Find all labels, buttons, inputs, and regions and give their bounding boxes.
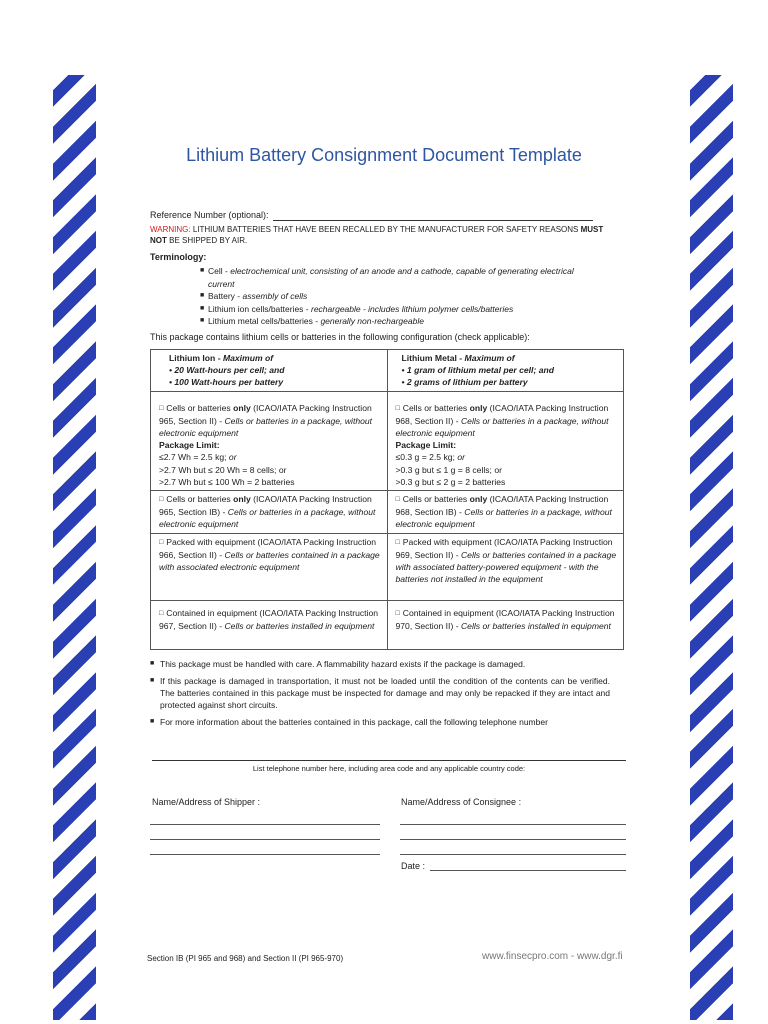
cell-text: Packed with equipment (ICAO/IATA Packing Instruction 966, Section II) - — [159, 536, 377, 560]
limit-line: >2.7 Wh but ≤ 20 Wh = 8 cells; or — [159, 464, 287, 475]
table-row — [151, 600, 624, 649]
hazard-stripe-right — [690, 75, 733, 1020]
shipper-line[interactable] — [150, 854, 380, 855]
note-item: ■ If this package is damaged in transportation, it must not be loaded until the condition of the contents can be verified. The batteries contained in this package must be inspected for damage and may only be repacked if they are intact and protected against short circuits. — [150, 675, 610, 711]
consignee-label: Name/Address of Consignee : — [401, 797, 522, 807]
cell-italic: Cells or batteries in a package, without electronic equipment — [395, 507, 612, 530]
term-lithium-ion: Lithium ion cells/batteries — [208, 303, 304, 314]
lithium-ion-header — [151, 350, 388, 392]
term-cell: Cell — [208, 266, 223, 276]
reference-number-label: Reference Number (optional): — [150, 210, 269, 220]
cell-only: only — [469, 402, 488, 413]
cell-text: Cells or batteries — [402, 402, 470, 413]
table-row — [151, 533, 624, 600]
warning-label: WARNING: — [150, 225, 191, 234]
metal-pi969-section-ii[interactable] — [387, 533, 624, 600]
cell-text: (ICAO/IATA Packing Instruction 965, Section II) - — [159, 402, 372, 426]
metal-header-max: Maximum of — [464, 353, 515, 363]
terminology-heading: Terminology: — [150, 252, 207, 262]
terminology-item: ■ Lithium ion cells/batteries - rechargeable - includes lithium polymer cells/batteries — [200, 303, 600, 316]
metal-header-cell-limit: • 1 gram of lithium metal per cell; and — [401, 365, 554, 376]
handling-notes — [150, 658, 610, 733]
date-label: Date : — [401, 861, 426, 871]
footer-urls: www.finsecpro.com - www.dgr.fi — [482, 951, 623, 962]
checkbox-icon[interactable] — [396, 494, 403, 504]
table-row — [151, 391, 624, 490]
cell-italic: Cells or batteries installed in equipment — [224, 620, 375, 631]
ion-pi965-section-ib[interactable] — [151, 491, 388, 534]
term-cell-definition: electrochemical unit, consisting of an anode and a cathode, capable of generating electrical current — [208, 266, 574, 289]
lithium-metal-header — [387, 350, 624, 392]
cell-only: only — [233, 402, 251, 413]
shipper-line[interactable] — [150, 824, 380, 825]
ion-header-cell-limit: • 20 Watt-hours per cell; and — [169, 365, 285, 376]
checkbox-icon[interactable] — [396, 403, 403, 413]
limit-line: ≤0.3 g = 2.5 kg; or — [395, 452, 465, 463]
terminology-list — [200, 265, 600, 328]
configuration-table — [150, 349, 624, 650]
terminology-item: ■ Cell - electrochemical unit, consisting of an anode and a cathode, capable of generating electrical current — [200, 265, 600, 290]
table-row — [151, 491, 624, 534]
cell-italic: Cells or batteries in a package, without electronic equipment — [159, 415, 373, 439]
configuration-intro: This package contains lithium cells or batteries in the following configuration (check applicable): — [150, 332, 530, 342]
metal-pi968-section-ib[interactable] — [387, 491, 624, 534]
cell-text: Contained in equipment (ICAO/IATA Packing Instruction 970, Section II) - — [395, 607, 615, 631]
cell-italic: Cells or batteries in a package, without electronic equipment — [395, 415, 609, 439]
cell-only: only — [469, 494, 488, 505]
term-lithium-ion-definition: rechargeable - includes lithium polymer cells/batteries — [311, 303, 514, 314]
cell-italic: Cells or batteries in a package, without electronic equipment — [159, 507, 376, 530]
ion-header-title: Lithium Ion - — [169, 353, 223, 363]
ion-pi965-section-ii[interactable] — [151, 391, 388, 490]
term-lithium-metal-definition: generally non-rechargeable — [320, 316, 424, 326]
reference-number-line[interactable] — [273, 208, 593, 221]
warning-notice — [150, 224, 610, 246]
shipper-label: Name/Address of Shipper : — [152, 797, 261, 807]
date-line[interactable] — [430, 870, 626, 871]
ion-header-max: Maximum of — [222, 353, 274, 363]
cell-text: Cells or batteries — [402, 494, 470, 505]
limit-line: ≤2.7 Wh = 2.5 kg; or — [159, 452, 237, 463]
package-limit-label: Package Limit: — [395, 440, 457, 451]
term-battery-definition: assembly of cells — [242, 291, 308, 301]
cell-text: Cells or batteries — [166, 402, 234, 413]
metal-pi970-section-ii[interactable] — [387, 600, 624, 649]
warning-text-2: BE SHIPPED BY AIR. — [166, 236, 248, 245]
ion-pi967-section-ii[interactable] — [151, 600, 388, 649]
checkbox-icon[interactable] — [396, 537, 403, 547]
metal-pi968-section-ii[interactable] — [387, 391, 624, 490]
limit-line: >0.3 g but ≤ 2 g = 2 batteries — [395, 476, 506, 487]
table-row — [151, 350, 624, 392]
limit-line: >0.3 g but ≤ 1 g = 8 cells; or — [395, 464, 502, 475]
cell-text: (ICAO/IATA Packing Instruction 968, Section II) - — [395, 402, 609, 426]
warning-text-1: LITHIUM BATTERIES THAT HAVE BEEN RECALLED BY THE MANUFACTURER FOR SAFETY REASONS — [190, 225, 581, 234]
ion-pi966-section-ii[interactable] — [151, 533, 388, 600]
cell-text: (ICAO/IATA Packing Instruction 968, Section IB) - — [395, 494, 609, 518]
cell-italic: Cells or batteries contained in a package with associated electronic equipment — [159, 549, 380, 573]
document-title: Lithium Battery Consignment Document Template — [186, 145, 582, 165]
metal-header-title: Lithium Metal - — [401, 353, 465, 363]
note-item: ■ For more information about the batteries contained in this package, call the following telephone number — [150, 716, 610, 728]
reference-number-field — [150, 208, 593, 221]
ion-header-battery-limit: • 100 Watt-hours per battery — [169, 377, 284, 388]
limit-line: >2.7 Wh but ≤ 100 Wh = 2 batteries — [159, 476, 295, 487]
cell-text: Cells or batteries — [166, 494, 234, 505]
shipper-line[interactable] — [150, 839, 380, 840]
checkbox-icon[interactable] — [396, 608, 403, 618]
warning-emphasis: MUST NOT — [150, 225, 604, 245]
cell-text: (ICAO/IATA Packing Instruction 965, Section IB) - — [159, 494, 372, 518]
cell-italic: Cells or batteries installed in equipment — [460, 620, 611, 631]
consignee-line[interactable] — [400, 854, 626, 855]
term-battery: Battery — [208, 291, 235, 301]
term-lithium-metal: Lithium metal cells/batteries — [208, 316, 313, 326]
telephone-line[interactable] — [152, 760, 626, 761]
cell-text: Contained in equipment (ICAO/IATA Packing Instruction 967, Section II) - — [159, 607, 379, 631]
package-limit-label: Package Limit: — [159, 440, 220, 451]
cell-text: Packed with equipment (ICAO/IATA Packing Instruction 969, Section II) - — [395, 536, 613, 560]
consignee-line[interactable] — [400, 839, 626, 840]
telephone-caption: List telephone number here, including area code and any applicable country code: — [252, 764, 526, 773]
metal-header-battery-limit: • 2 grams of lithium per battery — [401, 377, 528, 388]
terminology-item: ■ Lithium metal cells/batteries - generally non-rechargeable — [200, 315, 600, 328]
cell-italic: Cells or batteries contained in a package with associated battery-powered equipment - with the batteries not installed in the equipment — [395, 549, 617, 585]
cell-only: only — [233, 494, 251, 505]
footer-section-note: Section IB (PI 965 and 968) and Section II (PI 965-970) — [147, 954, 344, 963]
hazard-stripe-left — [53, 75, 96, 1020]
terminology-item: ■ Battery - assembly of cells — [200, 290, 600, 303]
consignee-line[interactable] — [400, 824, 626, 825]
note-item: ■ This package must be handled with care. A flammability hazard exists if the package is damaged. — [150, 658, 610, 670]
